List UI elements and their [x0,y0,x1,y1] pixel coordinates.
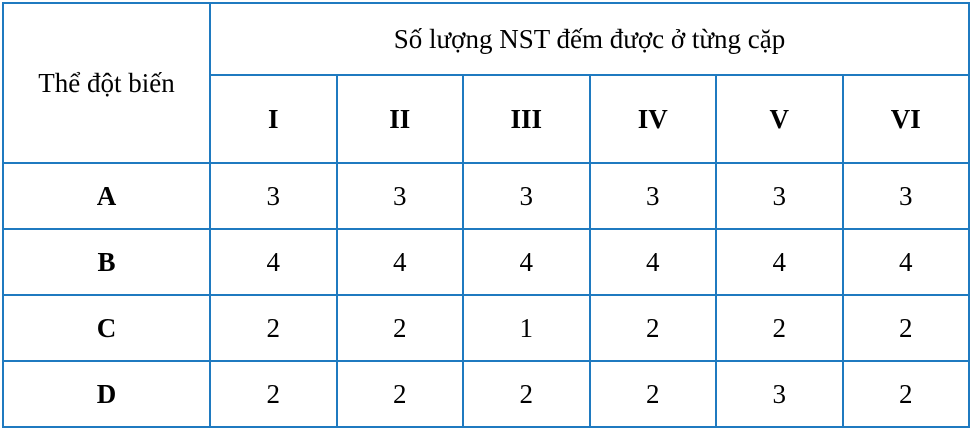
pair-header-cell-4: IV [590,75,717,163]
pair-header-cell-3: III [463,75,590,163]
pair-header-cell-2: II [337,75,464,163]
pair-header-cell-6: VI [843,75,970,163]
data-cell: 3 [210,163,337,229]
table-row [3,163,969,229]
data-cell: 4 [463,229,590,295]
group-header-cell: Số lượng NST đếm được ở từng cặp [210,3,969,75]
table-row [3,361,969,427]
data-cell: 2 [590,361,717,427]
data-cell: 3 [716,163,843,229]
data-cell: 2 [843,295,970,361]
data-cell: 3 [716,361,843,427]
data-cell: 2 [716,295,843,361]
data-cell: 4 [843,229,970,295]
chromosome-count-table [2,2,970,428]
data-cell: 4 [590,229,717,295]
data-cell: 4 [337,229,464,295]
pair-header-cell-1: I [210,75,337,163]
data-cell: 4 [716,229,843,295]
data-cell: 2 [463,361,590,427]
data-cell: 2 [210,361,337,427]
data-cell: 3 [463,163,590,229]
table-row [3,295,969,361]
data-cell: 2 [843,361,970,427]
corner-header-cell: Thể đột biến [3,3,210,163]
table-header-row-group [3,3,969,75]
data-cell: 4 [210,229,337,295]
data-cell: 2 [590,295,717,361]
row-label-cell: C [3,295,210,361]
data-cell: 3 [337,163,464,229]
data-cell: 3 [590,163,717,229]
data-cell: 3 [843,163,970,229]
pair-header-cell-5: V [716,75,843,163]
row-label-cell: D [3,361,210,427]
row-label-cell: A [3,163,210,229]
table-row [3,229,969,295]
data-cell: 2 [337,361,464,427]
data-cell: 2 [337,295,464,361]
row-label-cell: B [3,229,210,295]
data-cell: 1 [463,295,590,361]
data-cell: 2 [210,295,337,361]
